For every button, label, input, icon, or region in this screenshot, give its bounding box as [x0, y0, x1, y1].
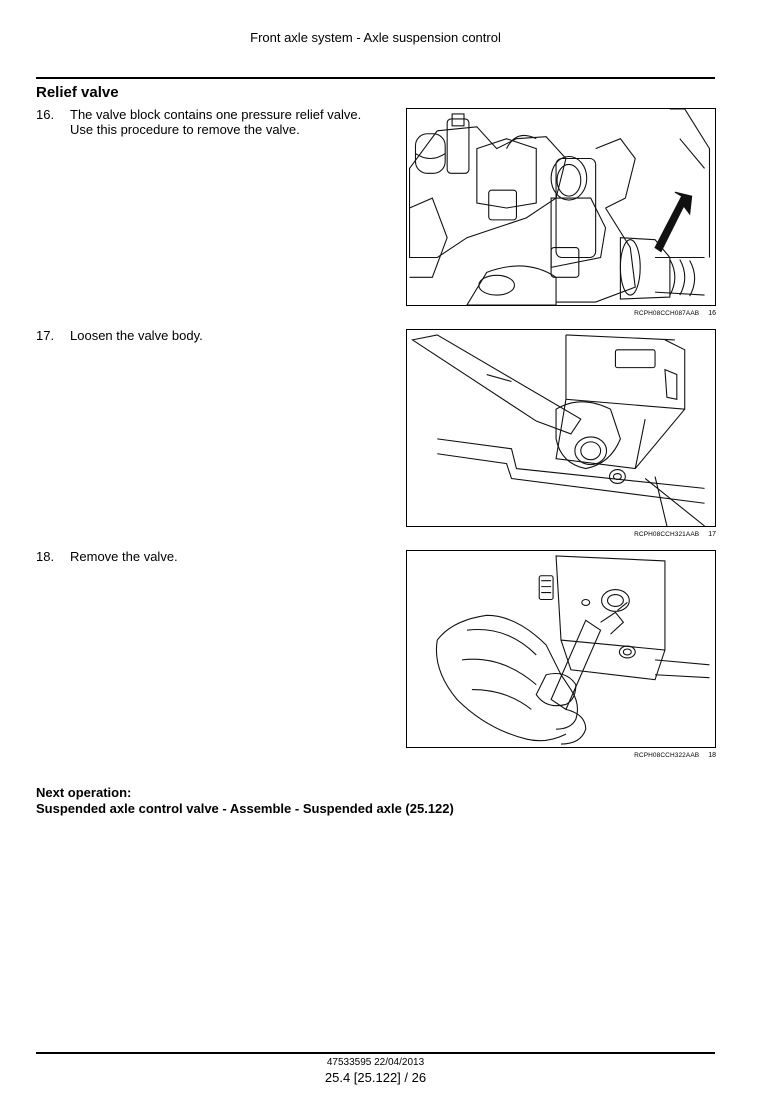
- figure-18-image: [406, 550, 716, 748]
- header-rule: [36, 77, 715, 79]
- footer-page-number: 25.4 [25.122] / 26: [324, 1070, 427, 1085]
- valve-block-arrow-illustration: [407, 109, 715, 305]
- hand-remove-valve-illustration: [407, 551, 715, 747]
- step-text-line: Use this procedure to remove the valve.: [70, 122, 300, 137]
- next-operation-label: Next operation:: [36, 785, 132, 800]
- step-text: [70, 549, 410, 564]
- step-text-line: Remove the valve.: [70, 549, 178, 564]
- figure-17-image: [406, 329, 716, 527]
- figure-number: 18: [708, 752, 716, 759]
- section-title: Relief valve: [36, 84, 119, 101]
- page-header: Front axle system - Axle suspension control: [250, 30, 501, 45]
- step-number: 17.: [36, 328, 55, 343]
- step-text-line: The valve block contains one pressure relief valve.: [70, 107, 362, 122]
- figure-18-caption: [406, 752, 716, 759]
- figure-16-image: [406, 108, 716, 306]
- step-number: 18.: [36, 549, 55, 564]
- figure-16-caption: [406, 310, 716, 317]
- figure-number: 16: [708, 310, 716, 317]
- figure-17-caption: [406, 531, 716, 538]
- step-number: 16.: [36, 107, 55, 122]
- figure-number: 17: [708, 531, 716, 538]
- footer-doc-info: 47533595 22/04/2013: [326, 1057, 425, 1068]
- step-text: [70, 328, 410, 343]
- figure-code: RCPH08CCH322AAB: [634, 752, 700, 759]
- figure-code: RCPH08CCH087AAB: [634, 310, 700, 317]
- figure-code: RCPH08CCH321AAB: [634, 531, 700, 538]
- next-operation-link[interactable]: Suspended axle control valve - Assemble - Suspended axle (25.122): [36, 801, 454, 816]
- footer-rule: [36, 1052, 715, 1054]
- step-text-line: Loosen the valve body.: [70, 328, 203, 343]
- step-text: [70, 107, 410, 137]
- wrench-loosen-illustration: [407, 330, 715, 526]
